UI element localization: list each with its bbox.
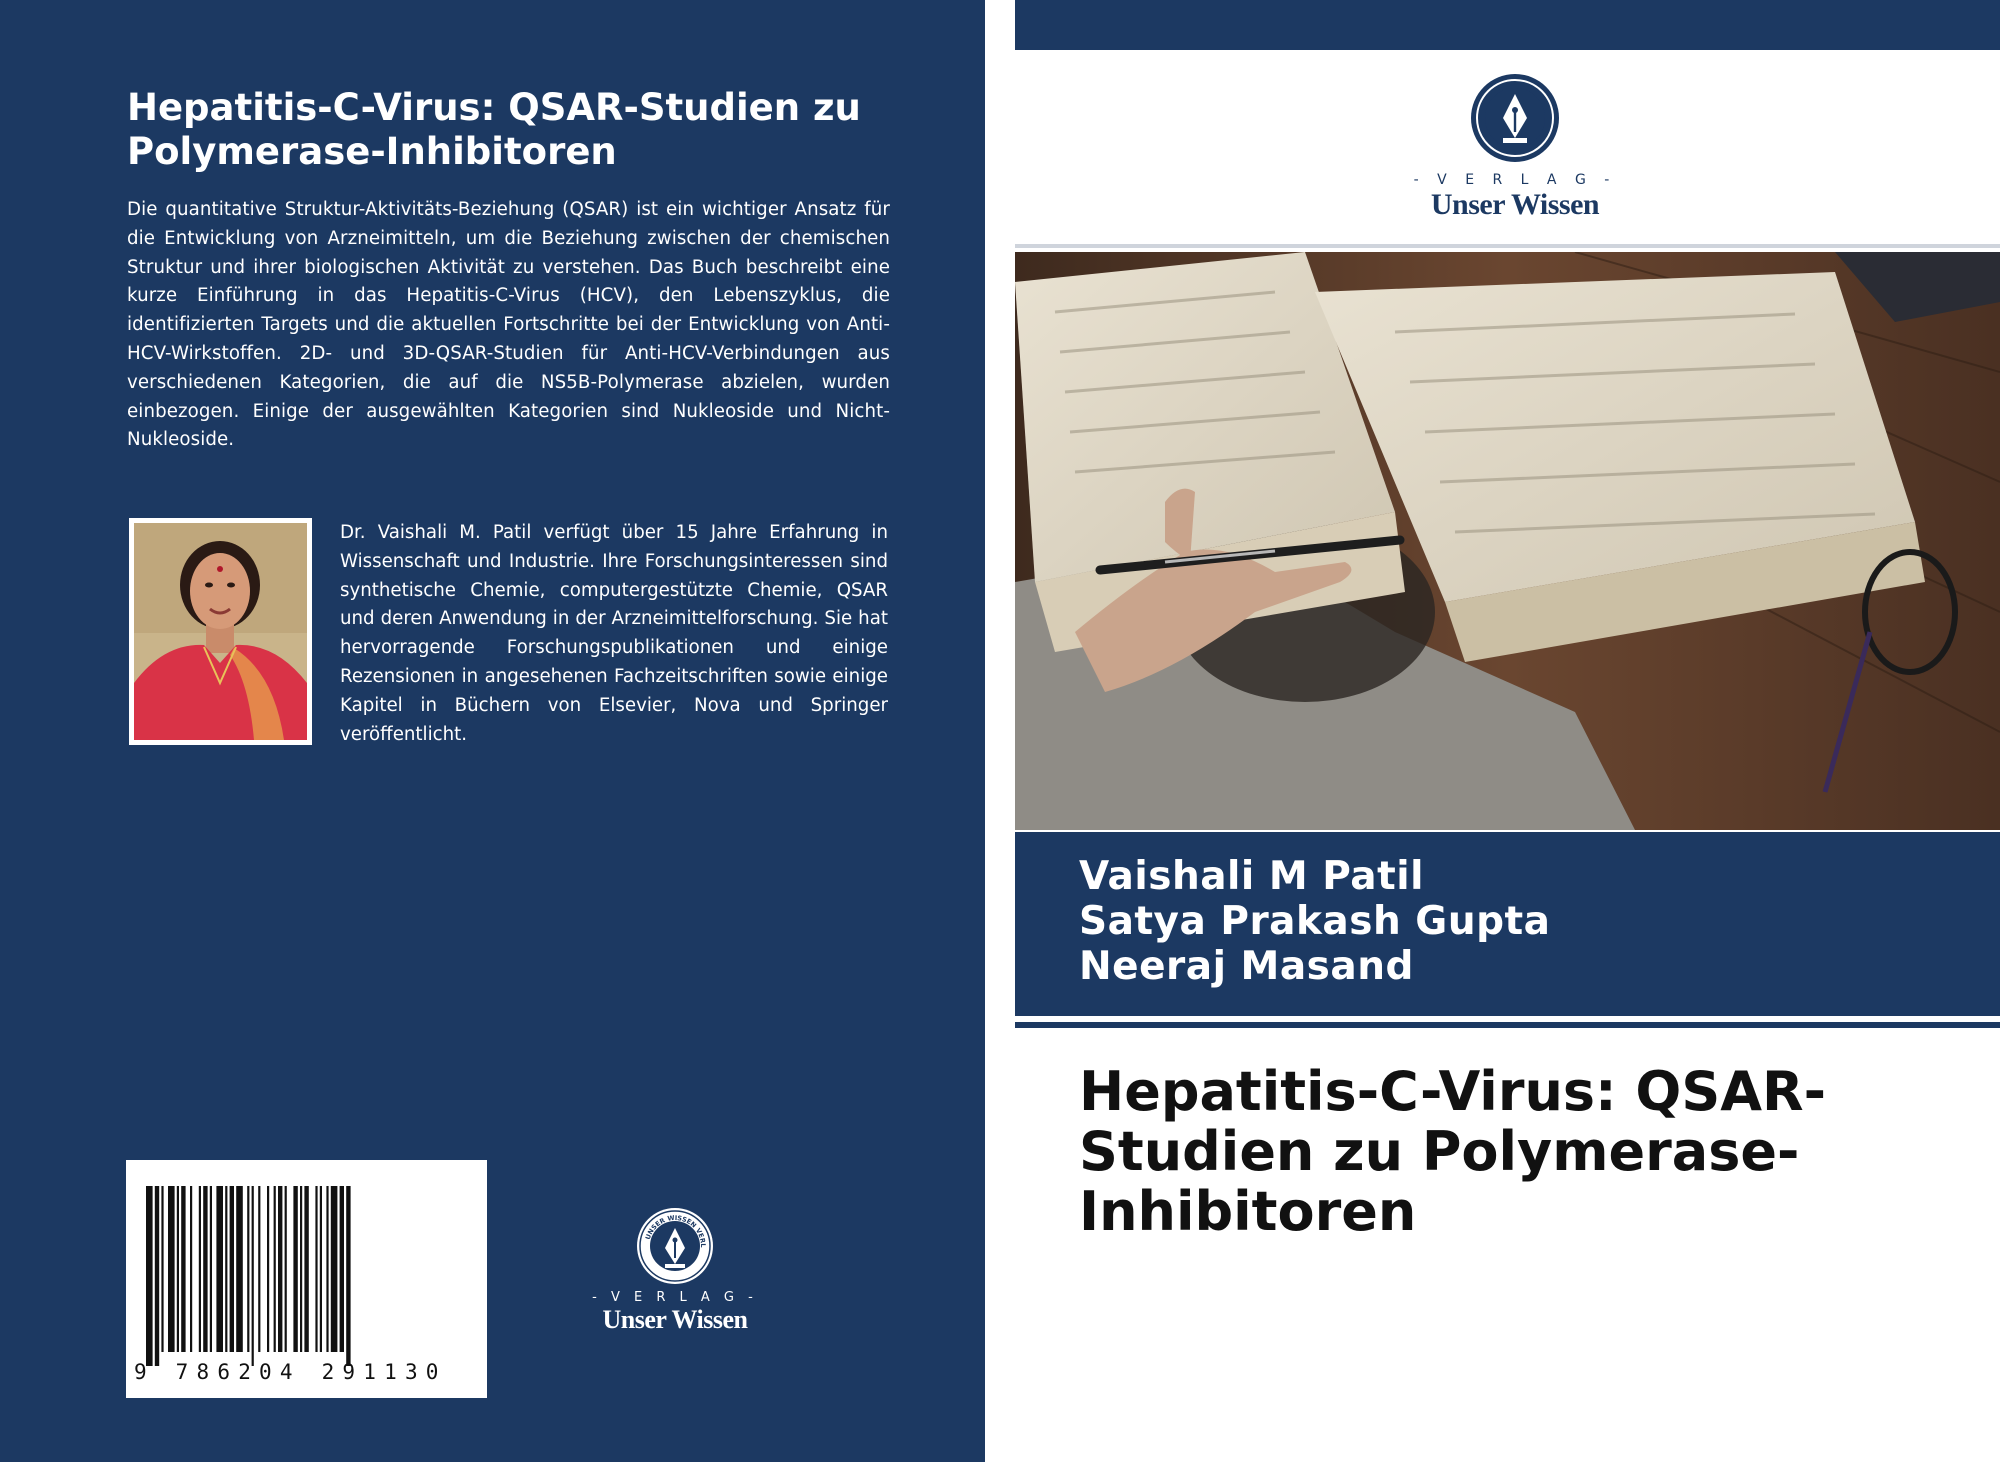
author-name: Satya Prakash Gupta bbox=[1079, 899, 1551, 944]
barcode-bar bbox=[340, 1186, 344, 1352]
spine-gap bbox=[985, 0, 1015, 1462]
barcode-bar bbox=[304, 1186, 308, 1352]
barcode-bar bbox=[236, 1186, 243, 1352]
front-logo-brand: Unser Wissen bbox=[1430, 188, 1600, 221]
barcode-bar bbox=[177, 1186, 179, 1352]
barcode-bar bbox=[346, 1186, 350, 1366]
barcode-bar bbox=[168, 1186, 175, 1352]
barcode-bar bbox=[274, 1186, 276, 1352]
barcode-bar bbox=[293, 1186, 297, 1352]
author-name: Neeraj Masand bbox=[1079, 944, 1414, 989]
barcode-bar bbox=[320, 1186, 322, 1352]
logo-ring-text: UNSER WISSEN VERL bbox=[643, 1213, 708, 1248]
author-name: Vaishali M Patil bbox=[1079, 854, 1424, 899]
barcode-bar bbox=[146, 1186, 153, 1366]
barcode-bar bbox=[199, 1186, 201, 1352]
back-cover-title: Hepatitis-C-Virus: QSAR-Studien zu Polymerase-Inhibitoren bbox=[127, 86, 861, 173]
back-cover-blurb: Die quantitative Struktur-Aktivitäts-Beziehung (QSAR) ist ein wichtiger Ansatz für die Entwicklung von Arzneimitteln, um die Beziehung zwischen der chemischen Struktur und ihrer biologischen Aktivität zu verstehen. Das Buch beschreibt eine kurze Einführung in das Hepatitis-C-Virus (HCV), den Lebenszyklus, die identifizierten Targets und die aktuellen Fortschritte bei der Entwicklung von Anti-HCV-Wirkstoffen. 2D- und 3D-QSAR-Studien für Anti-HCV-Verbindungen aus verschiedenen Kategorien, die auf die NS5B-Polymerase abzielen, wurden einbezogen. Einige der ausgewählten Kategorien sind Nukleoside und Nicht-Nukleoside. bbox=[127, 199, 890, 451]
author-biography: Dr. Vaishali M. Patil verfügt über 15 Jahre Erfahrung in Wissenschaft und Industrie. Ihre Forschungsinteressen sind synthetische Chemie, computergestützte Chemie, QSAR und deren Anwendung in der Arzneimittelforschung. Sie hat hervorragende Forschungspublikationen und einige Rezensionen in angesehenen Fachzeitschriften sowie einige Kapitel in Büchern von Elsevier, Nova und Springer veröffentlicht. bbox=[340, 522, 888, 745]
barcode-bar bbox=[252, 1186, 254, 1366]
front-top-band bbox=[1015, 0, 2000, 50]
barcode-bar bbox=[258, 1186, 260, 1352]
isbn-barcode bbox=[126, 1160, 487, 1398]
barcode-bar bbox=[326, 1186, 328, 1352]
barcode-bar bbox=[278, 1186, 282, 1352]
fountain-pen-nib-icon bbox=[635, 1206, 715, 1286]
barcode-bar bbox=[190, 1186, 192, 1352]
fountain-pen-nib-icon bbox=[1469, 72, 1561, 164]
barcode-bar bbox=[315, 1186, 317, 1352]
back-logo-brand: Unser Wissen bbox=[602, 1305, 748, 1334]
cover-photo-rule bbox=[1015, 244, 2000, 248]
barcode-bar bbox=[331, 1186, 338, 1352]
barcode-bar bbox=[267, 1186, 269, 1352]
barcode-bar bbox=[203, 1186, 207, 1352]
back-publisher-logo bbox=[580, 1206, 770, 1346]
barcode-bar bbox=[285, 1186, 287, 1352]
barcode-bar bbox=[216, 1186, 223, 1352]
barcode-bar bbox=[155, 1186, 159, 1366]
back-cover bbox=[0, 0, 985, 1462]
author-portrait-photo bbox=[134, 523, 307, 740]
barcode-bar bbox=[247, 1186, 249, 1352]
front-publisher-logo bbox=[1365, 72, 1665, 222]
isbn-number: 9 786204 291130 bbox=[134, 1360, 447, 1384]
front-cover-title: Hepatitis-C-Virus: QSAR-Studien zu Polymerase-Inhibitoren bbox=[1079, 1060, 1827, 1243]
cover-photo bbox=[1015, 252, 2000, 830]
front-logo-verlag: - V E R L A G - bbox=[1413, 172, 1617, 188]
author-band bbox=[1015, 832, 2000, 1016]
front-cover bbox=[1015, 0, 2000, 1462]
barcode-bar bbox=[230, 1186, 234, 1352]
barcode-bar bbox=[210, 1186, 212, 1352]
author-band-rule bbox=[1015, 1022, 2000, 1028]
author-photo bbox=[129, 518, 312, 745]
open-book-pen-glasses-photo bbox=[1015, 252, 2000, 830]
barcode-bar bbox=[161, 1186, 163, 1352]
barcode-bars bbox=[144, 1186, 469, 1366]
back-logo-verlag: - V E R L A G - bbox=[592, 1290, 758, 1305]
barcode-bar bbox=[181, 1186, 185, 1352]
barcode-bar bbox=[300, 1186, 302, 1352]
barcode-bar bbox=[225, 1186, 227, 1352]
